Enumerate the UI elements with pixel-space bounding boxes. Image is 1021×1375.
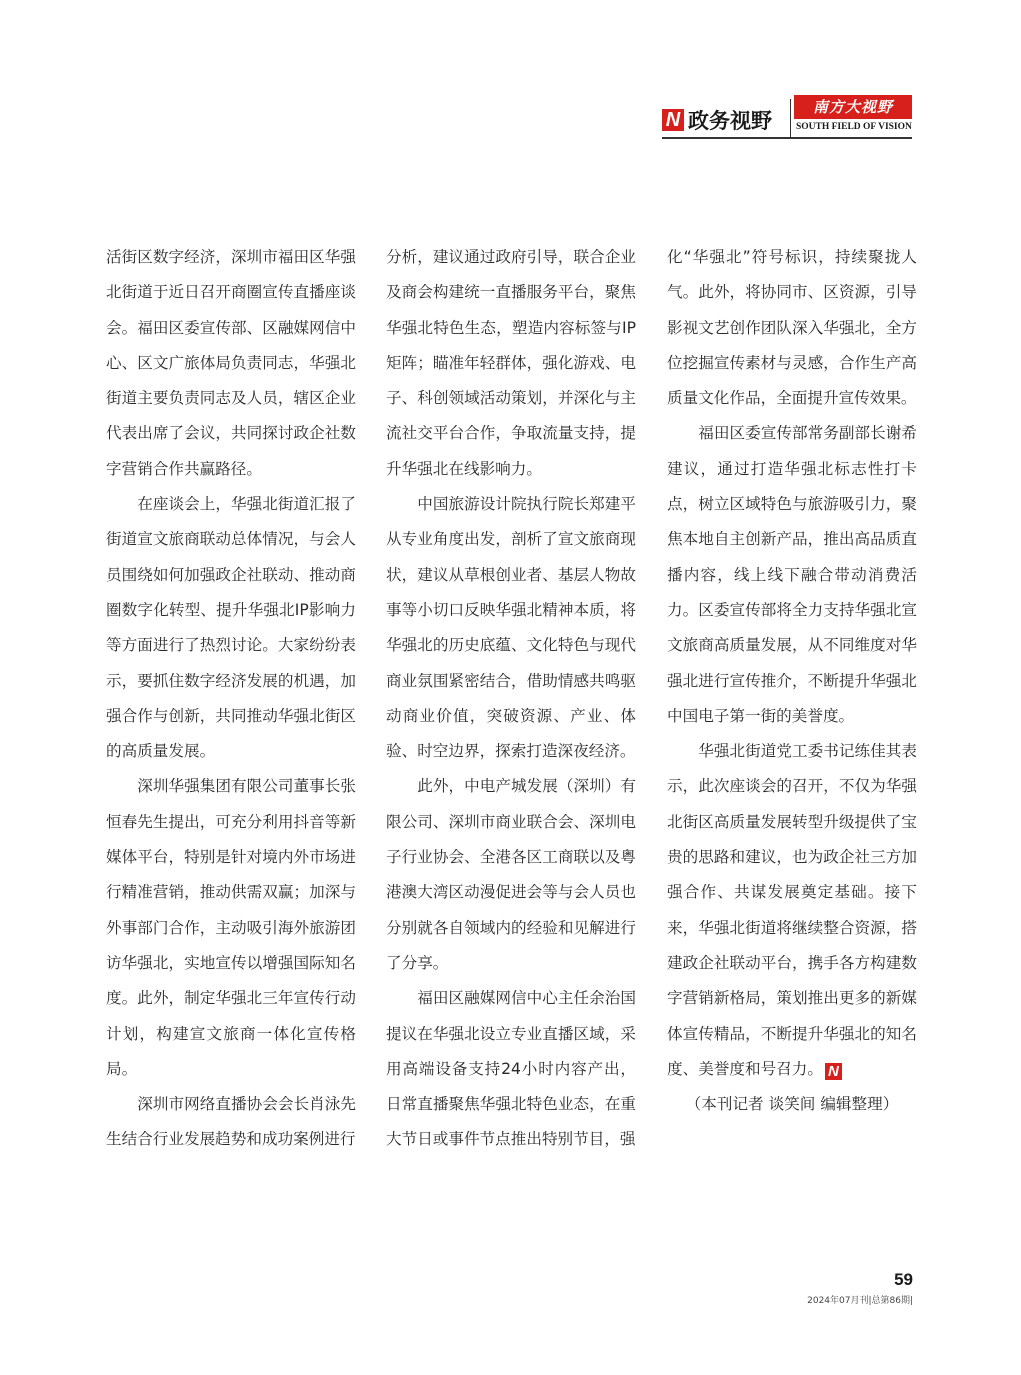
brand-name-chinese: 南方大视野 (794, 95, 912, 119)
article-column-1 (106, 240, 356, 1158)
byline: （本刊记者 谈笑间 编辑整理） (685, 1095, 899, 1114)
article-paragraph (106, 1087, 356, 1158)
end-mark-icon: N (825, 1063, 842, 1080)
paragraph-text: 福田区融媒网信中心主任余治国提议在华强北设立专业直播区域，采用高端设备支持24小时内容产出，日常直播聚焦华强北特色业态，在重大节日或事件节点推出特别节目，强 (386, 989, 636, 1149)
paragraph-text: 深圳华强集团有限公司董事长张恒春先生提出，可充分利用抖音等新媒体平台，特别是针对境内外市场进行精准营销，推动供需双赢；加深与外事部门合作，主动吸引海外旅游团访华强北，实地宣传以增强国际知名度。此外，制定华强北三年宣传行动计划，构建宣文旅商一体化宣传格局。 (106, 777, 356, 1078)
paragraph-text: 活街区数字经济，深圳市福田区华强北街道于近日召开商圈宣传直播座谈会。福田区委宣传部、区融媒网信中心、区文广旅体局负责同志，华强北街道主要负责同志及人员，辖区企业代表出席了会议，共同探讨政企社数字营销合作共赢路径。 (106, 248, 356, 478)
paragraph-text: 化“华强北”符号标识，持续聚拢人气。此外，将协同市、区资源，引导影视文艺创作团队深入华强北，全方位挖掘宣传素材与灵感，合作生产高质量文化作品，全面提升宣传效果。 (667, 248, 917, 408)
article-paragraph (106, 487, 356, 769)
article-column-3 (667, 240, 917, 1122)
article-paragraph (386, 240, 636, 487)
header-rule (662, 137, 912, 139)
magazine-n-logo: N (662, 109, 684, 131)
article-paragraph (386, 487, 636, 769)
paragraph-text: 此外，中电产城发展（深圳）有限公司、深圳市商业联合会、深圳电子行业协会、全港各区工商联以及粤港澳大湾区动漫促进会等与会人员也分别就各自领域内的经验和见解进行了分享。 (386, 777, 636, 972)
article-paragraph (106, 769, 356, 1087)
page-number: 59 (894, 1270, 913, 1289)
paragraph-text: 中国旅游设计院执行院长郑建平从专业角度出发，剖析了宣文旅商现状，建议从草根创业者、基层人物故事等小切口反映华强北精神本质，将华强北的历史底蕴、文化特色与现代商业氛围紧密结合，借助情感共鸣驱动商业价值，突破资源、产业、体验、时空边界，探索打造深夜经济。 (386, 495, 636, 761)
article-paragraph (386, 981, 636, 1157)
section-title: 政务视野 (688, 108, 772, 133)
paragraph-text: 深圳市网络直播协会会长肖泳先生结合行业发展趋势和成功案例进行 (106, 1095, 356, 1149)
article-paragraph (667, 416, 917, 734)
issue-info: 2024年07月刊|总第86期| (807, 1296, 913, 1306)
paragraph-text: 分析，建议通过政府引导，联合企业及商会构建统一直播服务平台，聚焦华强北特色生态，塑造内容标签与IP矩阵；瞄准年轻群体，强化游戏、电子、科创领域活动策划，并深化与主流社交平台合作，争取流量支持，提升华强北在线影响力。 (386, 248, 636, 478)
paragraph-text: 华强北街道党工委书记练佳其表示，此次座谈会的召开，不仅为华强北街区高质量发展转型升级提供了宝贵的思路和建议，也为政企社三方加强合作、共谋发展奠定基础。接下来，华强北街道将继续整合资源，搭建政企社联动平台，携手各方构建数字营销新格局，策划推出更多的新媒体宣传精品，不断提升华强北的知名度、美誉度和号召力。 (667, 742, 917, 1078)
article-paragraph (667, 734, 917, 1087)
header-divider (790, 99, 791, 137)
article-paragraph (386, 769, 636, 981)
paragraph-text: 福田区委宣传部常务副部长谢希建议，通过打造华强北标志性打卡点，树立区域特色与旅游吸引力，聚焦本地自主创新产品，推出高品质直播内容，线上线下融合带动消费活力。区委宣传部将全力支持华强北宣文旅商高质量发展，从不同维度对华强北进行宣传推介，不断提升华强北中国电子第一街的美誉度。 (667, 424, 917, 725)
brand-name-english: SOUTH FIELD OF VISION (796, 122, 912, 132)
article-paragraph (667, 240, 917, 416)
article-paragraph (106, 240, 356, 487)
masthead (662, 95, 912, 140)
article-column-2 (386, 240, 636, 1158)
paragraph-text: 在座谈会上，华强北街道汇报了街道宣文旅商联动总体情况，与会人员围绕如何加强政企社联动、推动商圈数字化转型、提升华强北IP影响力等方面进行了热烈讨论。大家纷纷表示，要抓住数字经济发展的机遇，加强合作与创新，共同推动华强北街区的高质量发展。 (106, 495, 356, 761)
